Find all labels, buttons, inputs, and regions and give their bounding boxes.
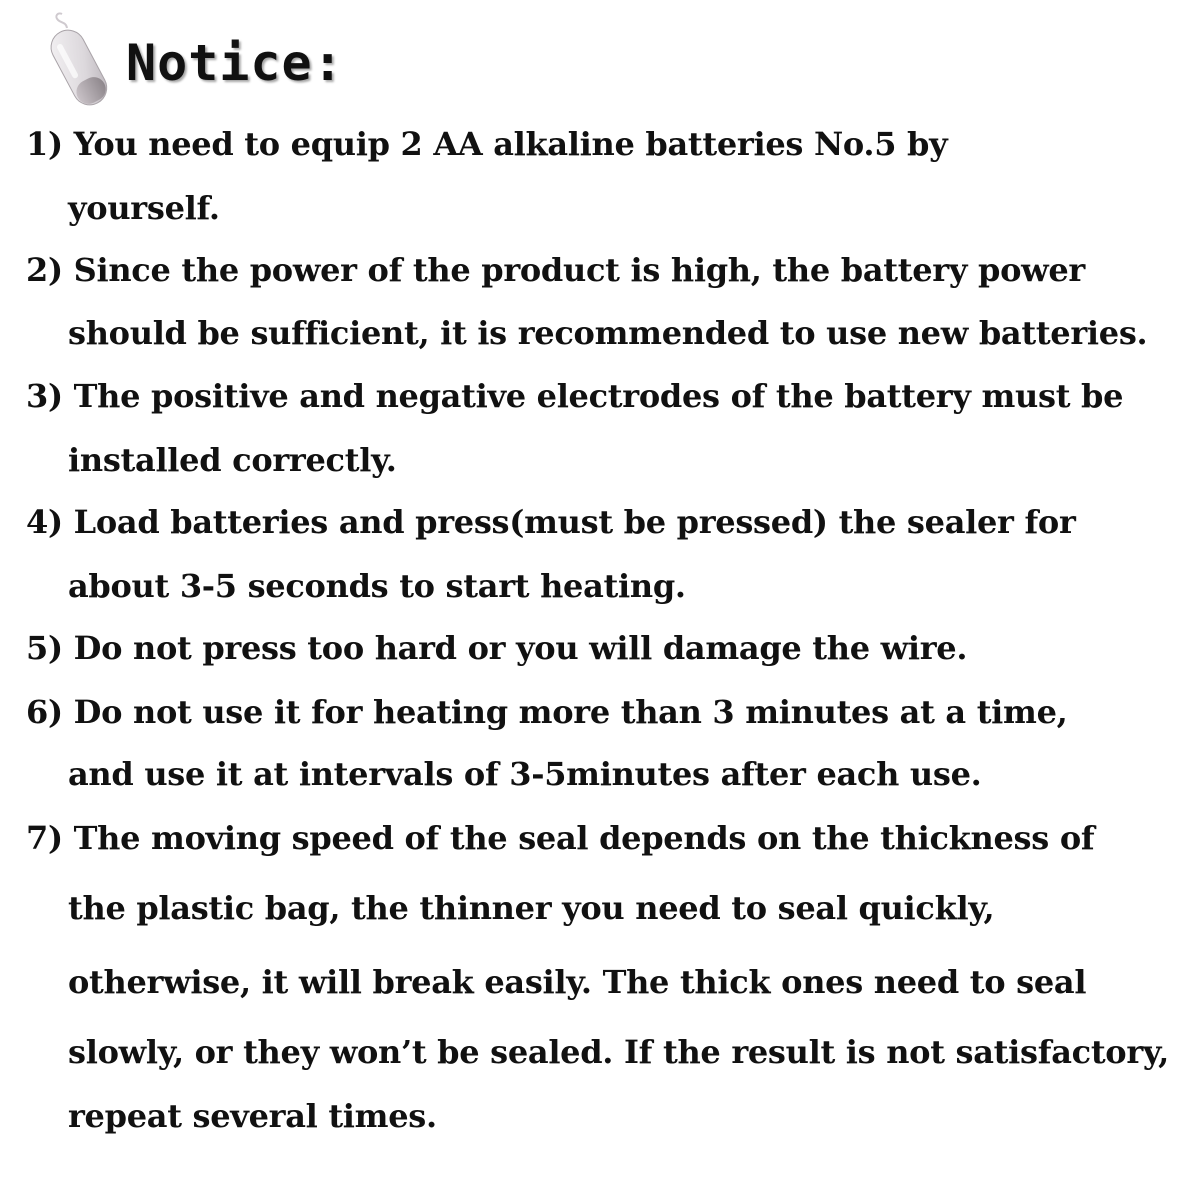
item-number: 1): [26, 125, 63, 163]
item-number: 2): [26, 251, 63, 289]
item-text-continued: otherwise, it will break easily. The thick ones need to seal: [68, 963, 1087, 1001]
item-text: You need to equip 2 AA alkaline batteries No.5 by: [73, 125, 948, 163]
list-item: [26, 693, 1068, 731]
item-text-continued: and use it at intervals of 3-5minutes after each use.: [68, 755, 982, 793]
item-number: 3): [26, 377, 63, 415]
item-text-continued: the plastic bag, the thinner you need to seal quickly,: [68, 889, 995, 927]
list-item: [26, 251, 1085, 289]
item-text-continued: repeat several times.: [68, 1097, 437, 1135]
notice-title: Notice:: [126, 34, 344, 92]
item-text: The moving speed of the seal depends on the thickness of: [73, 819, 1095, 857]
item-text: Since the power of the product is high, the battery power: [73, 251, 1085, 289]
item-number: 5): [26, 629, 63, 667]
item-text-continued: should be sufficient, it is recommended to use new batteries.: [68, 314, 1148, 352]
item-text-continued: yourself.: [68, 189, 220, 227]
item-text: Load batteries and press(must be pressed) the sealer for: [73, 503, 1076, 541]
item-text: Do not press too hard or you will damage the wire.: [73, 629, 968, 667]
list-item: [26, 629, 968, 667]
item-number: 7): [26, 819, 63, 857]
item-text-continued: installed correctly.: [68, 441, 397, 479]
item-number: 4): [26, 503, 63, 541]
list-item: [26, 819, 1095, 857]
list-item: [26, 377, 1124, 415]
list-item: [26, 125, 948, 163]
item-text-continued: about 3-5 seconds to start heating.: [68, 567, 686, 605]
item-text-continued: slowly, or they won’t be sealed. If the result is not satisfactory,: [68, 1033, 1169, 1071]
item-text: The positive and negative electrodes of the battery must be: [73, 377, 1124, 415]
item-number: 6): [26, 693, 63, 731]
item-text: Do not use it for heating more than 3 minutes at a time,: [73, 693, 1068, 731]
list-item: [26, 503, 1076, 541]
